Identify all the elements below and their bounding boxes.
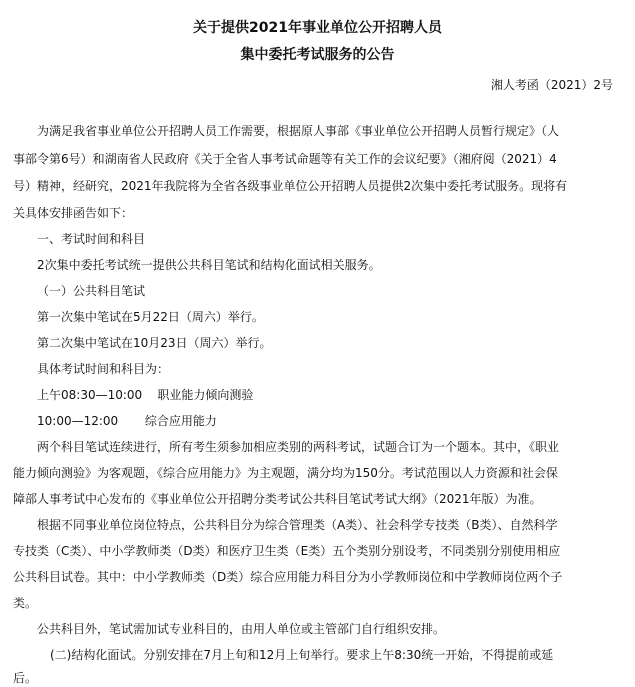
body-line: 后。 (13, 671, 38, 685)
body-line: 为满足我省事业单位公开招聘人员工作需要，根据原人事部《事业单位公开招聘人员暂行规定》（人 (37, 124, 560, 138)
body-line: 专技类（C类）、中小学教师类（D类）和医疗卫生类（E类）五个类别分别设考，不同类别分别使用相应 (13, 544, 561, 558)
body-line: 具体考试时间和科目为： (37, 362, 170, 376)
document-number: 湘人考函（2021）2号 (490, 78, 613, 92)
body-line: 关具体安排函告如下： (13, 206, 134, 220)
body-line: 公共科目外，笔试需加试专业科目的，由用人单位或主管部门自行组织安排。 (37, 622, 446, 636)
body-line: 两个科目笔试连续进行，所有考生须参加相应类别的两科考试，试题合订为一个题本。其中，《职业 (37, 440, 560, 454)
subsection-heading: (二)结构化面试。分别安排在7月上旬和12月上旬举行。要求上午8:30统一开始，不得提前或延 (50, 648, 554, 662)
body-line: 第二次集中笔试在10月23日（周六）举行。 (37, 336, 272, 350)
body-line: 第一次集中笔试在5月22日（周六）举行。 (37, 310, 264, 324)
subsection-heading: （一）公共科目笔试 (37, 284, 146, 298)
notice-title-line-2: 集中委托考试服务的公告 (240, 47, 395, 63)
body-line: 能力倾向测验》为客观题，《综合应用能力》为主观题，满分均为150分。考试范围以人力资源和社会保 (13, 466, 558, 480)
schedule-line: 上午08:30—10:00 职业能力倾向测验 (37, 388, 254, 402)
body-line: 类。 (13, 596, 38, 610)
body-line: 公共科目试卷。其中：中小学教师类（D类）综合应用能力科目分为小学教师岗位和中学教师岗位两个子 (13, 570, 563, 584)
body-line: 根据不同事业单位岗位特点，公共科目分为综合管理类（A类）、社会科学专技类（B类）、自然科学 (37, 518, 558, 532)
body-line: 障部人事考试中心发布的《事业单位公开招聘分类考试公共科目笔试考试大纲》（2021年版）为准。 (13, 492, 542, 506)
section-heading: 一、考试时间和科目 (37, 232, 146, 246)
body-line: 2次集中委托考试统一提供公共科目笔试和结构化面试相关服务。 (37, 258, 381, 272)
body-line: 号）精神，经研究，2021年我院将为全省各级事业单位公开招聘人员提供2次集中委托考试服务。现将有 (13, 179, 568, 193)
body-line: 事部令第6号）和湖南省人民政府《关于全省人事考试命题等有关工作的会议纪要》（湘府阅（2021）4 (13, 152, 557, 166)
schedule-line: 10:00—12:00 综合应用能力 (37, 414, 217, 428)
notice-title-line-1: 关于提供2021年事业单位公开招聘人员 (193, 20, 442, 36)
